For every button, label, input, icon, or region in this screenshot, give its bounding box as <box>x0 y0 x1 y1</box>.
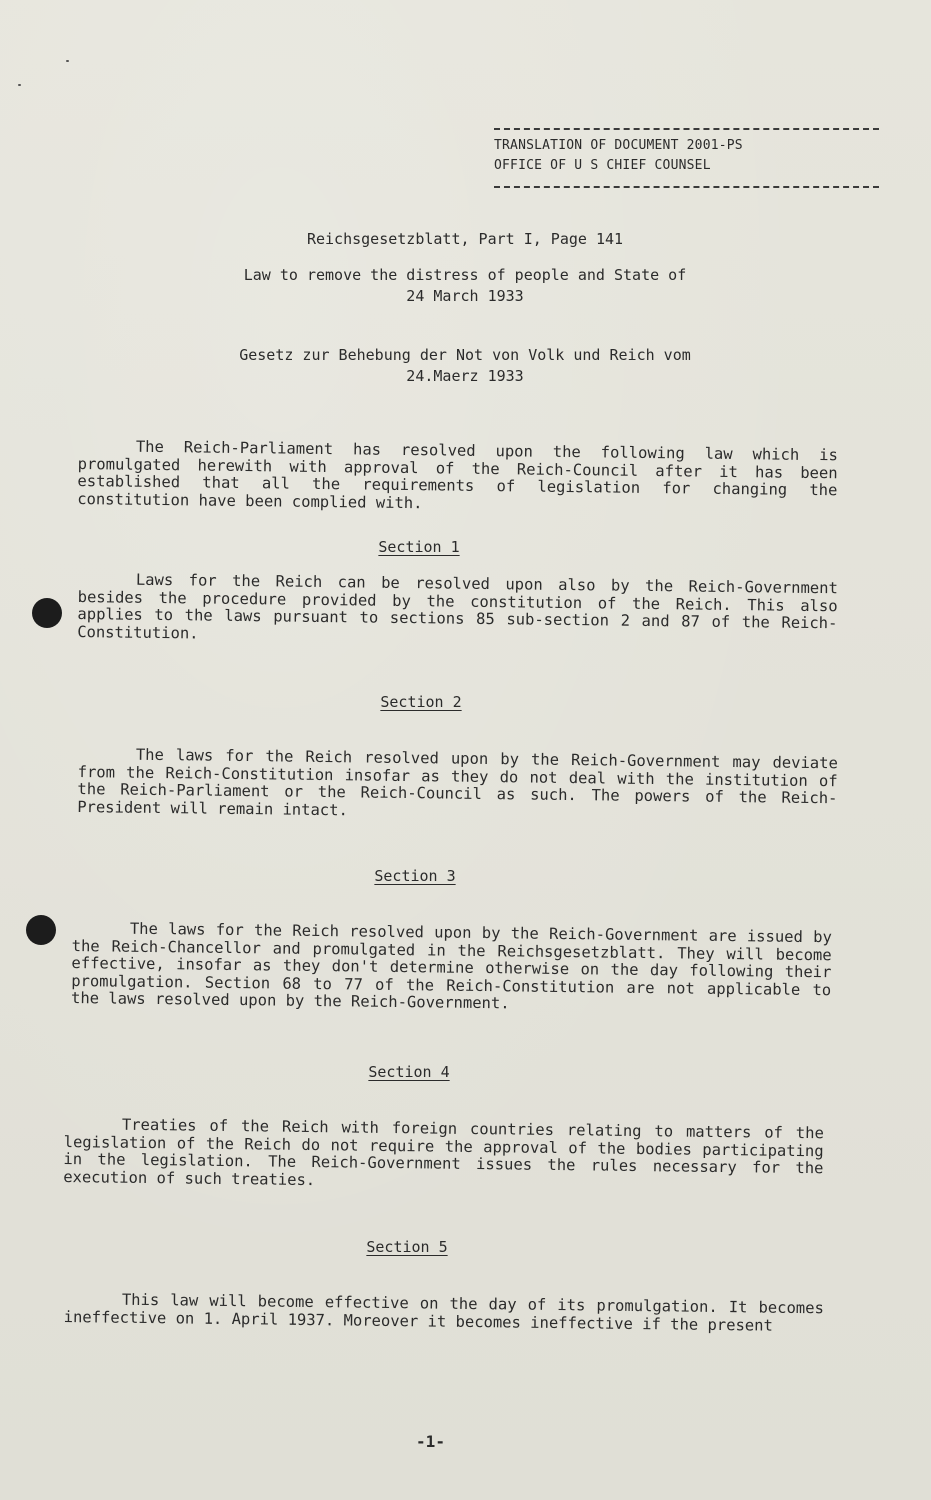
german-title <box>100 345 830 387</box>
translation-header <box>494 128 879 188</box>
german-title-line1: Gesetz zur Behebung der Not von Volk und Reich vom <box>239 346 691 364</box>
section-2-text: The laws for the Reich resolved upon by the Reich-Government may deviate from the Reich-Constitution insofar as they do not deal with the institution of the Reich-Parliament or the Reich-Council as such. The powers of the Reich-President will remain intact. <box>77 745 838 819</box>
punch-hole-lower <box>26 915 56 945</box>
english-title-line2: 24 March 1933 <box>406 287 524 305</box>
section-4-heading: Section 4 <box>368 1063 450 1081</box>
source-citation: Reichsgesetzblatt, Part I, Page 141 <box>306 230 624 248</box>
section-5-text: This law will become effective on the day of its promulgation. It becomes ineffective on 1. April 1937. Moreover it becomes ineffective if the present <box>63 1290 824 1335</box>
section-1-heading: Section 1 <box>378 538 460 556</box>
paper-speck <box>66 60 69 62</box>
english-title-line1: Law to remove the distress of people and State of <box>243 266 687 284</box>
preamble-paragraph: The Reich-Parliament has resolved upon the following law which is promulgated herewith with approval of the Reich-Council after it has been established that all the requirements of legislation for changing the constitution have been complied with. <box>77 437 838 512</box>
section-3-text: The laws for the Reich resolved upon by the Reich-Government are issued by the Reich-Chancellor and promulgated in the Reichsgesetzblatt. They will become effective, insofar as they don't determine otherwise on the day following their promulgation. Section 68 to 77 of the Reich-Constitution are not applicable to the laws resolved upon by the Reich-Government. <box>70 919 832 1013</box>
translation-document-line: TRANSLATION OF DOCUMENT 2001-PS <box>494 138 743 153</box>
page-number: -1- <box>416 1432 445 1451</box>
section-3-heading: Section 3 <box>374 867 456 885</box>
header-bottom-rule <box>494 186 879 188</box>
header-top-rule <box>494 128 879 130</box>
paper-speck <box>18 84 21 86</box>
section-1-text: Laws for the Reich can be resolved upon also by the Reich-Government besides the procedure provided by the constitution of the Reich. This also applies to the laws pursuant to sections 85 sub-section 2 and 87 of the Reich-Constitution. <box>77 570 838 642</box>
punch-hole-upper <box>32 598 62 628</box>
english-title <box>100 265 830 307</box>
section-5-heading: Section 5 <box>366 1238 448 1256</box>
chief-counsel-office-line: OFFICE OF U S CHIEF COUNSEL <box>494 158 711 173</box>
section-4-text: Treaties of the Reich with foreign countries relating to matters of the legislation of the Reich do not require the approval of the bodies participating in the legislation. The Reich-Government issues the rules necessary for the execution of such treaties. <box>63 1115 824 1189</box>
section-2-heading: Section 2 <box>380 693 462 711</box>
german-title-line2: 24.Maerz 1933 <box>406 367 524 385</box>
